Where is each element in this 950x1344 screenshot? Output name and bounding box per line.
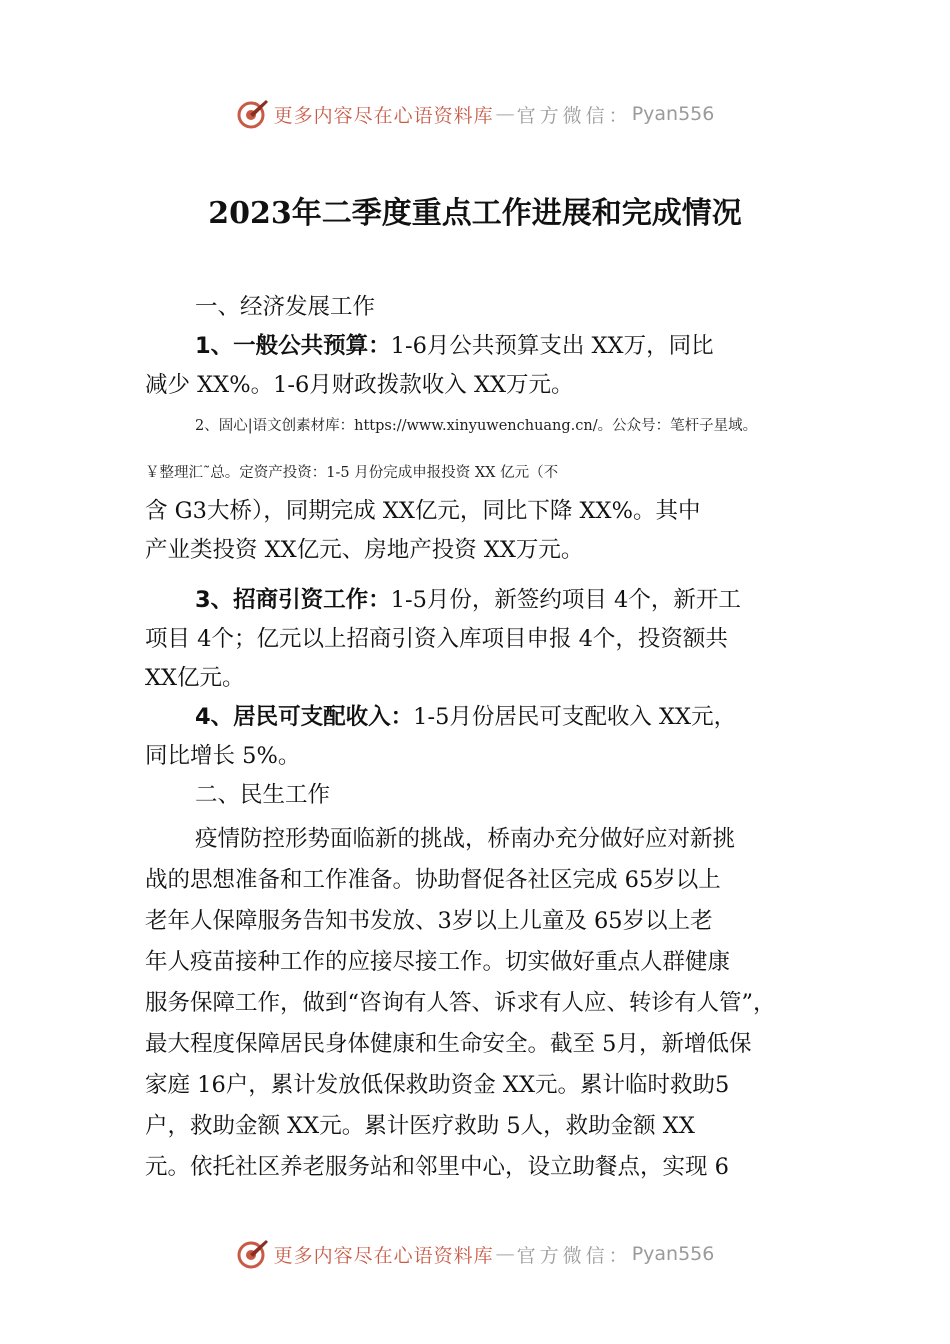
section-heading-2: 二、民生工作 xyxy=(195,782,331,808)
para-line-5: 最大程度保障居民身体健康和生命安全。截至 5月，新增低保 xyxy=(145,1031,752,1057)
watermark-site: 更多内容尽在心语资料库 xyxy=(273,1244,494,1267)
para-line-7: 户，救助金额 XX元。累计医疗救助 5人，救助金额 XX xyxy=(145,1113,695,1139)
pen-seal-icon xyxy=(236,1237,270,1271)
item-1-heading: 1、一般公共预算： xyxy=(195,333,391,359)
item-4-text: 1-5月份居民可支配收入 XX元， xyxy=(413,704,737,730)
item-2-line-1: 含 G3大桥），同期完成 XX亿元，同比下降 XX%。其中 xyxy=(145,498,701,524)
watermark-wechat-id: Pyan556 xyxy=(631,1243,715,1265)
insert-block-2 xyxy=(145,462,845,484)
item-1-line-1 xyxy=(145,327,810,366)
document-title: 2023年二季度重点工作进展和完成情况 xyxy=(208,196,742,231)
items-3-4-block xyxy=(145,581,810,815)
insert-block xyxy=(145,415,845,437)
para-line-6: 家庭 16户，累计发放低保救助资金 XX元。累计临时救助5 xyxy=(145,1072,730,1098)
watermark-header xyxy=(0,94,950,134)
item-4-line-1 xyxy=(145,698,810,737)
insert-line-1: 2、固心|语文创素材库：https://www.xinyuwenchuang.cn/。公众号：笔杆子星域。 xyxy=(195,418,758,434)
watermark-dash: — xyxy=(495,1243,515,1265)
livelihood-paragraph xyxy=(145,819,810,1188)
para-line-3: 年人疫苗接种工作的应接尽接工作。切实做好重点人群健康 xyxy=(145,949,731,975)
item-1-line-2: 减少 XX%。1-6月财政拨款收入 XX万元。 xyxy=(145,372,574,398)
para-line-0: 疫情防控形势面临新的挑战，桥南办充分做好应对新挑 xyxy=(195,826,736,852)
section-heading-1: 一、经济发展工作 xyxy=(195,294,376,320)
item-4-line-2: 同比增长 5%。 xyxy=(145,743,301,769)
item-3-line-3: XX亿元。 xyxy=(145,665,245,691)
para-line-1: 战的思想准备和工作准备。协助督促各社区完成 65岁以上 xyxy=(145,867,721,893)
para-line-8: 元。依托社区养老服务站和邻里中心，设立助餐点，实现 6 xyxy=(145,1154,729,1180)
watermark-wechat-id: Pyan556 xyxy=(631,103,715,125)
item-3-line-2: 项目 4个；亿元以上招商引资入库项目申报 4个，投资额共 xyxy=(145,626,728,652)
para-line-4: 服务保障工作，做到“咨询有人答、诉求有人应、转诊有人管”， xyxy=(145,990,776,1016)
item-2-block xyxy=(145,492,810,570)
item-2-line-2: 产业类投资 XX亿元、房地产投资 XX万元。 xyxy=(145,537,584,563)
watermark-wechat-label: 官方微信： xyxy=(516,1244,632,1267)
watermark-dash: — xyxy=(495,103,515,125)
item-3-line-1 xyxy=(145,581,810,620)
pen-seal-icon xyxy=(236,97,270,131)
watermark-wechat-label: 官方微信： xyxy=(516,104,632,127)
para-line-2: 老年人保障服务告知书发放、3岁以上儿童及 65岁以上老 xyxy=(145,908,713,934)
item-1-text: 1-6月公共预算支出 XX万，同比 xyxy=(390,333,714,359)
item-4-heading: 4、居民可支配收入： xyxy=(195,704,414,730)
section-economic xyxy=(145,288,810,405)
insert-line-2: ￥整理汇˜总。定资产投资：1-5 月份完成申报投资 XX 亿元（不 xyxy=(145,465,559,481)
item-3-text: 1-5月份，新签约项目 4个，新开工 xyxy=(390,587,741,613)
item-3-heading: 3、招商引资工作： xyxy=(195,587,391,613)
watermark-site: 更多内容尽在心语资料库 xyxy=(273,104,494,127)
watermark-footer xyxy=(0,1234,950,1274)
